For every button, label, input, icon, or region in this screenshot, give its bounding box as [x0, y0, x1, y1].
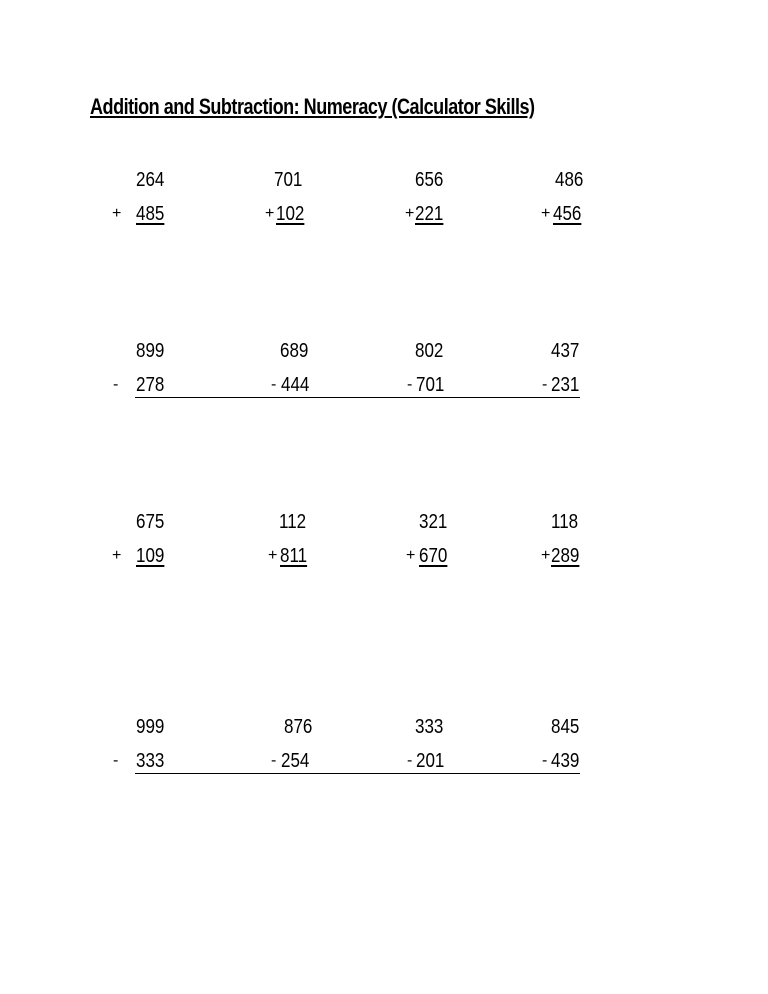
operator-sign: +	[265, 205, 275, 222]
top-number: 333	[415, 716, 444, 738]
bottom-number: 439	[551, 750, 580, 772]
top-number: 802	[415, 340, 444, 362]
operator-sign: -	[113, 752, 119, 769]
bottom-number: 444	[281, 374, 310, 396]
bottom-number: 102	[276, 203, 305, 225]
top-number: 701	[274, 169, 303, 191]
operator-sign: +	[405, 205, 415, 222]
operator-sign: -	[271, 376, 277, 393]
operator-sign: -	[271, 752, 277, 769]
bottom-number: 231	[551, 374, 580, 396]
top-number: 845	[551, 716, 580, 738]
operator-sign: +	[112, 547, 122, 564]
top-number: 118	[551, 511, 579, 533]
bottom-number: 333	[136, 750, 165, 772]
bottom-number: 201	[416, 750, 445, 772]
problem-row-4	[0, 715, 768, 785]
top-number: 656	[415, 169, 444, 191]
problem-row-3	[0, 510, 768, 580]
bottom-number: 811	[280, 545, 308, 567]
operator-sign: +	[112, 205, 122, 222]
bottom-number: 701	[416, 374, 445, 396]
bottom-number: 254	[281, 750, 310, 772]
operator-sign: +	[541, 547, 551, 564]
top-number: 486	[555, 169, 584, 191]
bottom-number: 670	[419, 545, 448, 567]
operator-sign: +	[268, 547, 278, 564]
operator-sign: +	[541, 205, 551, 222]
top-number: 876	[284, 716, 313, 738]
operator-sign: -	[542, 376, 548, 393]
bottom-number: 221	[415, 203, 444, 225]
answer-line	[135, 773, 580, 774]
top-number: 437	[551, 340, 580, 362]
top-number: 899	[136, 340, 165, 362]
top-number: 264	[136, 169, 165, 191]
problem-row-1	[0, 168, 768, 238]
top-number: 321	[419, 511, 448, 533]
worksheet-title: Addition and Subtraction: Numeracy (Calculator Skills)	[90, 94, 535, 119]
problem-row-2	[0, 339, 768, 409]
top-number: 675	[136, 511, 165, 533]
operator-sign: -	[407, 752, 413, 769]
bottom-number: 109	[136, 545, 165, 567]
operator-sign: +	[406, 547, 416, 564]
bottom-number: 485	[136, 203, 165, 225]
top-number: 999	[136, 716, 165, 738]
top-number: 689	[280, 340, 309, 362]
bottom-number: 289	[551, 545, 580, 567]
operator-sign: -	[407, 376, 413, 393]
operator-sign: -	[542, 752, 548, 769]
bottom-number: 456	[553, 203, 582, 225]
top-number: 112	[279, 511, 307, 533]
bottom-number: 278	[136, 374, 165, 396]
answer-line	[135, 397, 580, 398]
operator-sign: -	[113, 376, 119, 393]
